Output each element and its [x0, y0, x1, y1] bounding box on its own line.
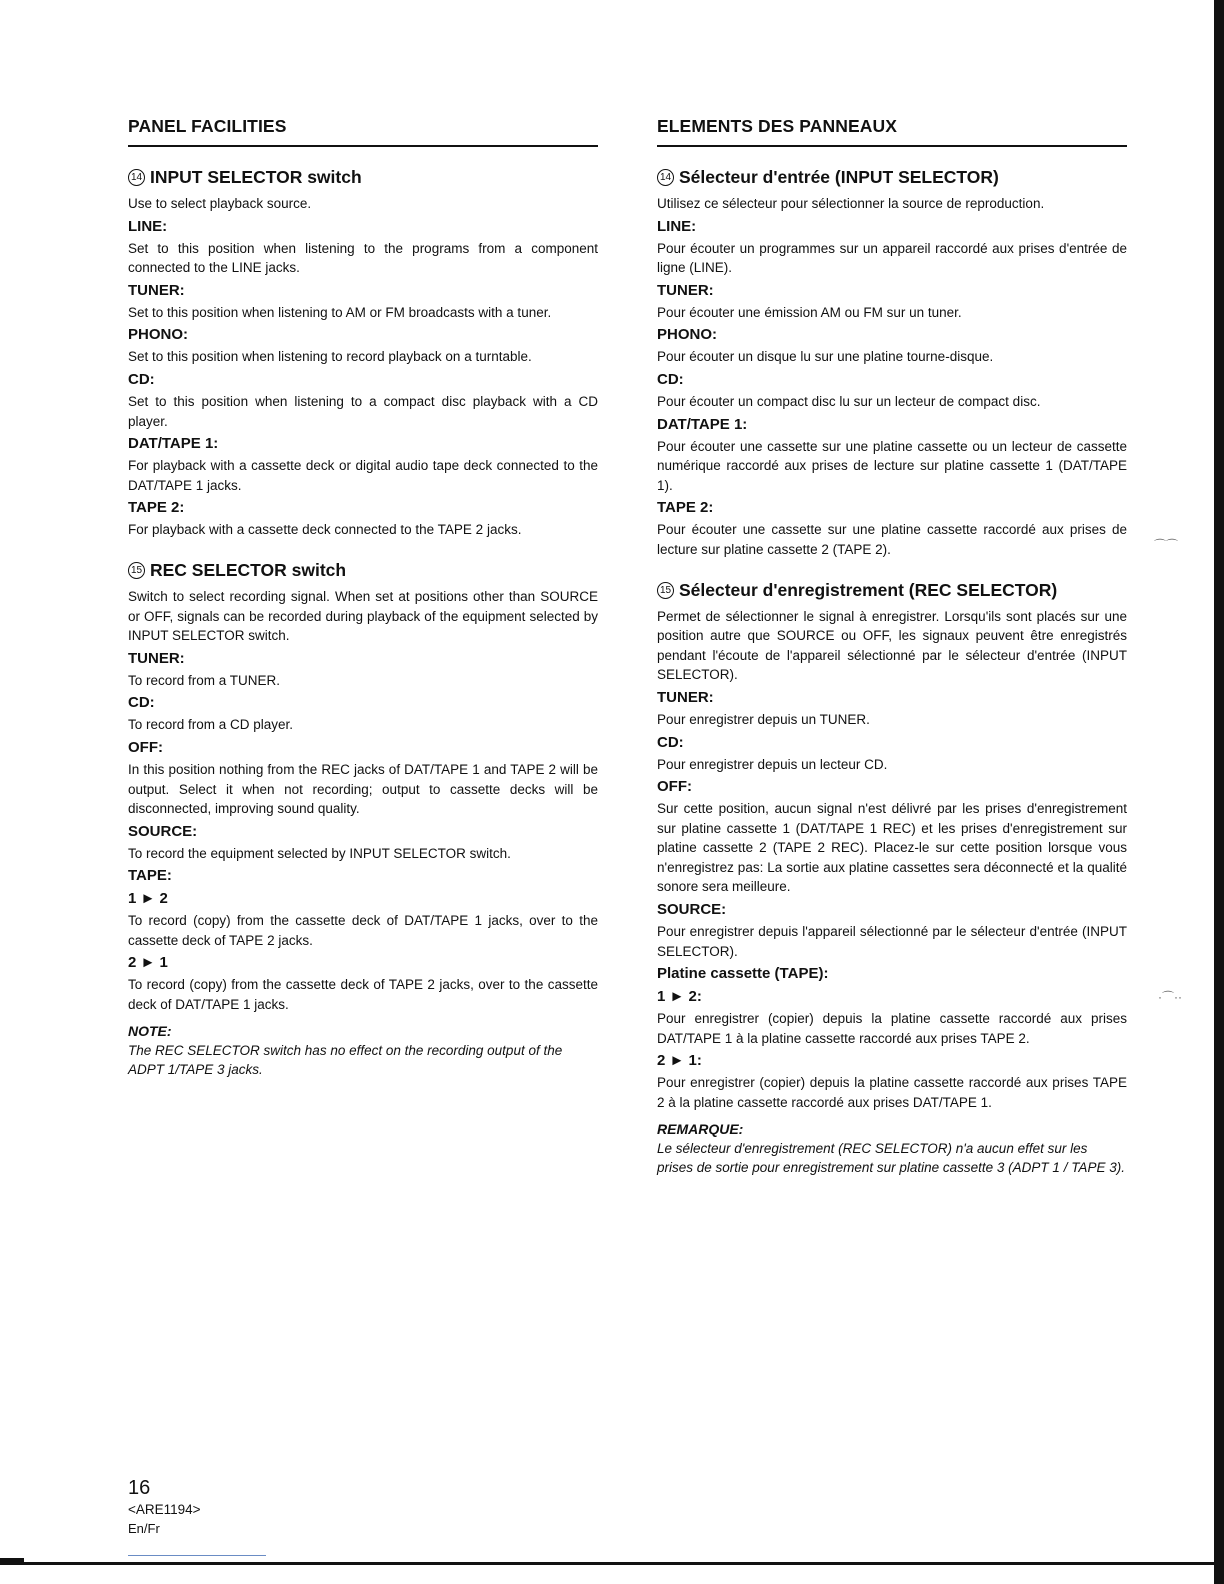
section-title — [128, 560, 598, 581]
item-label: OFF: — [657, 778, 692, 796]
item-text: Set to this position when listening to AM or FM broadcasts with a tuner. — [128, 304, 552, 320]
item-text: Pour écouter un compact disc lu sur un lecteur de compact disc. — [657, 393, 1041, 409]
note-text: The REC SELECTOR switch has no effect on the recording output of the ADPT 1/TAPE 3 jacks. — [128, 1042, 563, 1078]
item-label: TUNER: — [128, 281, 185, 299]
note-text: Le sélecteur d'enregistrement (REC SELECTOR) n'a aucun effet sur les prises de sortie pour enregistrement sur platine cassette 3 (ADPT 1 / TAPE 3). — [657, 1140, 1125, 1176]
footer-rule — [128, 1555, 266, 1556]
item-label: TUNER: — [128, 649, 185, 667]
circled-number-icon: 14 — [657, 169, 674, 186]
item-label: PHONO: — [128, 326, 188, 344]
section-title — [657, 580, 1127, 601]
item-label: TAPE 2: — [657, 499, 714, 517]
note-label: REMARQUE: — [657, 1120, 744, 1137]
item-label: CD: — [128, 694, 155, 712]
item-label: 1 ► 2: — [657, 988, 702, 1006]
section-title — [128, 167, 598, 188]
item-text: Pour écouter un programmes sur un appareil raccordé aux prises d'entrée de ligne (LINE). — [657, 240, 1127, 276]
item-text: For playback with a cassette deck connected to the TAPE 2 jacks. — [128, 522, 522, 538]
scan-edge-bottom — [0, 1562, 1224, 1565]
item-text: To record the equipment selected by INPUT SELECTOR switch. — [128, 845, 511, 861]
item-text: Pour enregistrer (copier) depuis la platine cassette raccordé aux prises TAPE 2 à la platine cassette raccordé aux prises DAT/TAPE 1. — [657, 1075, 1127, 1111]
item-label: CD: — [657, 733, 684, 751]
circled-number-icon: 15 — [657, 582, 674, 599]
item-text: Set to this position when listening to the programs from a component connected to the LINE jacks. — [128, 240, 598, 276]
document-code: <ARE1194> — [128, 1502, 201, 1517]
section-intro: Permet de sélectionner le signal à enregistrer. Lorsqu'ils sont placés sur une position autre que SOURCE ou OFF, les signaux peuvent être enregistrés pendant l'écoute de l'appareil sélectionné par le sélecteur d'entrée (INPUT SELECTOR). — [657, 608, 1127, 683]
item-label: DAT/TAPE 1: — [128, 435, 219, 453]
item-text: To record from a TUNER. — [128, 672, 281, 688]
item-label: DAT/TAPE 1: — [657, 415, 748, 433]
item-label: SOURCE: — [128, 822, 198, 840]
english-column — [128, 116, 598, 1080]
item-label: TAPE 2: — [128, 499, 185, 517]
item-label: LINE: — [128, 217, 168, 235]
item-text: Pour écouter une cassette sur une platine cassette ou un lecteur de cassette numérique raccordé aux prises de lecture sur platine cassette 1 (DAT/TAPE 1). — [657, 438, 1127, 493]
section-title-text: Sélecteur d'entrée (INPUT SELECTOR) — [679, 167, 999, 187]
margin-mark: ·⌒·· — [1158, 990, 1182, 1004]
section-title-text: REC SELECTOR switch — [150, 559, 347, 580]
item-text: Pour écouter un disque lu sur une platine tourne-disque. — [657, 349, 994, 365]
section-intro: Switch to select recording signal. When set at positions other than SOURCE or OFF, signals can be recorded during playback of the equipment selected by INPUT SELECTOR switch. — [128, 588, 598, 644]
item-text: To record (copy) from the cassette deck of DAT/TAPE 1 jacks, over to the cassette deck of TAPE 2 jacks. — [128, 913, 598, 948]
french-column — [657, 116, 1127, 1178]
item-label: TUNER: — [657, 281, 714, 299]
item-label: Platine cassette (TAPE): — [657, 965, 829, 983]
scan-edge-right — [1214, 0, 1224, 1584]
item-text: Pour écouter une cassette sur une platine cassette raccordé aux prises de lecture sur platine cassette 2 (TAPE 2). — [657, 522, 1127, 557]
item-label: TUNER: — [657, 688, 714, 706]
item-text: For playback with a cassette deck or digital audio tape deck connected to the DAT/TAPE 1 jacks. — [128, 458, 598, 493]
item-label: CD: — [657, 370, 684, 388]
item-label: 2 ► 1 — [128, 954, 168, 972]
item-text: Pour enregistrer (copier) depuis la platine cassette raccordé aux prises DAT/TAPE 1 à la platine cassette raccordé aux prises TAPE 2. — [657, 1011, 1127, 1046]
item-text: In this position nothing from the REC jacks of DAT/TAPE 1 and TAPE 2 will be output. Select it when not recording; output to cassette decks will be disconnected, improving sound quality. — [128, 761, 598, 817]
section-intro: Use to select playback source. — [128, 196, 312, 211]
item-label: 1 ► 2 — [128, 890, 168, 908]
section-title-text: Sélecteur d'enregistrement (REC SELECTOR) — [679, 579, 1058, 600]
item-label: PHONO: — [657, 326, 717, 344]
item-label: LINE: — [657, 217, 697, 235]
section-intro: Utilisez ce sélecteur pour sélectionner la source de reproduction. — [657, 196, 1045, 211]
page-footer — [128, 1476, 201, 1538]
item-text: Pour enregistrer depuis l'appareil sélectionné par le sélecteur d'entrée (INPUT SELECTOR). — [657, 924, 1127, 959]
item-text: To record (copy) from the cassette deck of TAPE 2 jacks, over to the cassette deck of DAT/TAPE 1 jacks. — [128, 977, 598, 1013]
item-text: Pour enregistrer depuis un TUNER. — [657, 711, 870, 727]
scan-corner-mark — [0, 1558, 24, 1564]
page-number: 16 — [128, 1477, 151, 1499]
item-text: Set to this position when listening to record playback on a turntable. — [128, 349, 532, 365]
item-label: SOURCE: — [657, 901, 727, 919]
item-label: 2 ► 1: — [657, 1052, 702, 1070]
circled-number-icon: 14 — [128, 169, 145, 186]
circled-number-icon: 15 — [128, 562, 145, 579]
item-text: Set to this position when listening to a compact disc playback with a CD player. — [128, 393, 598, 429]
column-header: PANEL FACILITIES — [128, 116, 598, 147]
item-text: Sur cette position, aucun signal n'est délivré par les prises d'enregistrement sur platine cassette 1 (DAT/TAPE 1 REC) et les prises d'enregistrement sur platine cassette 2 (TAPE 2 REC). Placez-le sur cette position lorsque vous n'enregistrez pas: La sortie aux platine cassettes sera déconnecté et la qualité sonore sera meilleure. — [657, 801, 1127, 895]
language-codes: En/Fr — [128, 1521, 160, 1536]
item-text: Pour enregistrer depuis un lecteur CD. — [657, 756, 888, 772]
item-text: Pour écouter une émission AM ou FM sur un tuner. — [657, 304, 962, 320]
note-label: NOTE: — [128, 1022, 172, 1039]
item-label: TAPE: — [128, 867, 172, 885]
margin-mark: ⌒⌒ — [1154, 538, 1179, 552]
column-header: ELEMENTS DES PANNEAUX — [657, 116, 1127, 147]
section-title — [657, 167, 1127, 188]
section-title-text: INPUT SELECTOR switch — [150, 167, 362, 187]
item-label: CD: — [128, 370, 155, 388]
item-text: To record from a CD player. — [128, 717, 294, 733]
item-label: OFF: — [128, 738, 163, 756]
